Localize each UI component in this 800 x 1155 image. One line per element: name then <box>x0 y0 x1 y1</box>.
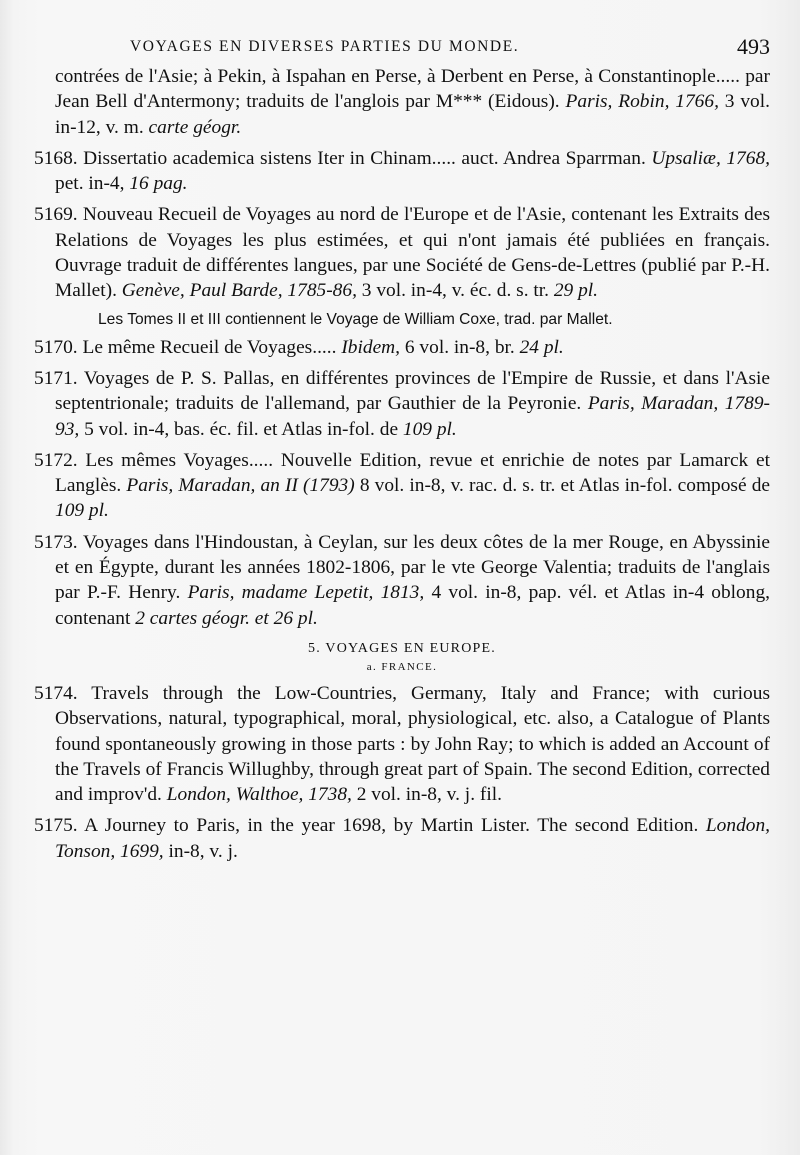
entry-note: Les Tomes II et III contiennent le Voyage de William Coxe, trad. par Mallet. <box>98 310 613 328</box>
entry-imprint: Paris, Maradan, 1789-93, <box>55 393 770 440</box>
entry-imprint: London, Walthoe, 1738, <box>166 784 352 806</box>
entry-format: 4 vol. in-8, pap. vél. et Atlas in-4 oblong, contenant <box>55 582 770 629</box>
page-header <box>0 34 800 60</box>
catalogue-entry-5173 <box>34 530 770 631</box>
entry-plates: 109 pl. <box>55 500 109 522</box>
page-number: 493 <box>737 34 770 59</box>
entry-format: in-8, v. j. <box>163 840 238 862</box>
entry-number: 5175. <box>34 815 78 837</box>
entry-text: contrées de l'Asie; à Pekin, à Ispahan en Perse, à Derbent en Perse, à Constantinople..... par Jean Bell d'Antermony; traduits de l'anglois par M*** (Eidous). <box>55 66 770 113</box>
entry-format: pet. in-4, <box>55 173 130 195</box>
entry-text: Dissertatio academica sistens Iter in Chinam..... auct. Andrea Sparrman. <box>77 147 652 169</box>
entry-number: 5173. <box>34 531 78 553</box>
entry-imprint: London, Tonson, 1699, <box>55 815 770 862</box>
entry-number: 5171. <box>34 367 78 389</box>
running-title: VOYAGES EN DIVERSES PARTIES DU MONDE. <box>130 38 520 55</box>
entry-plates: 2 cartes géogr. et 26 pl. <box>135 607 318 629</box>
entry-format: 5 vol. in-4, bas. éc. fil. et Atlas in-fol. de <box>79 418 403 440</box>
entry-format: 6 vol. in-8, br. <box>400 336 520 358</box>
catalogue-entry-5174 <box>34 681 770 807</box>
entry-text: Voyages de P. S. Pallas, en différentes provinces de l'Empire de Russie, et dans l'Asie septentrionale; traduits de l'allemand, par Gauthier de la Peyronie. <box>55 367 770 415</box>
entry-plates: carte géogr. <box>148 116 242 138</box>
entry-text: Les mêmes Voyages..... Nouvelle Edition, revue et enrichie de notes par Lamarck et Langlès. <box>55 449 770 497</box>
entry-plates: 16 pag. <box>129 173 188 195</box>
entry-text: A Journey to Paris, in the year 1698, by Martin Lister. The second Edition. <box>77 815 706 837</box>
catalogue-entry-5171 <box>34 366 770 442</box>
entry-number: 5174. <box>34 682 78 704</box>
entry-format: 8 vol. in-8, v. rac. d. s. tr. et Atlas in-fol. composé de <box>354 475 770 497</box>
catalogue-entry-5175 <box>34 813 770 864</box>
subsection-heading: a. FRANCE. <box>366 660 438 673</box>
entry-number: 5168. <box>34 147 78 169</box>
entry-text: Voyages dans l'Hindoustan, à Ceylan, sur les deux côtes de la mer Rouge, en Abyssinie et en Égypte, durant les années 1802-1806, par le vte George Valentia; traduits de l'anglais par P.-F. Henry. <box>55 531 770 604</box>
entry-number: 5170. <box>34 336 78 358</box>
catalogue-entry-5168 <box>34 146 770 197</box>
entry-text: Travels through the Low-Countries, Germany, Italy and France; with curious Observations, natural, typographical, moral, physiological, etc. also, a Catalogue of Plants found spontaneously growing in those parts : by John Ray; to which is added an Account of the Travels of Francis Willughby, through great part of Spain. The second Edition, corrected and improv'd. <box>55 682 770 806</box>
catalogue-entry-continued <box>34 64 770 140</box>
entry-imprint: Paris, Maradan, an II (1793) <box>126 475 355 497</box>
catalogue-entry-5170 <box>34 335 770 360</box>
catalogue-entry-5172 <box>34 448 770 524</box>
catalogue-entry-5169 <box>34 202 770 303</box>
entry-plates: 109 pl. <box>402 418 457 440</box>
entry-imprint: Paris, madame Lepetit, 1813, <box>187 582 425 604</box>
entry-format: 3 vol. in-12, v. m. <box>55 91 770 138</box>
catalogue-text <box>34 64 770 870</box>
entry-plates: 24 pl. <box>519 336 564 358</box>
entry-format: 3 vol. in-4, v. éc. d. s. tr. <box>356 280 554 302</box>
entry-text: Nouveau Recueil de Voyages au nord de l'Europe et de l'Asie, contenant les Extraits des Relations de Voyages les plus estimées, et qui n'ont jamais été publiées en français. Ouvrage traduit de différentes langues, par une Société de Gens-de-Lettres (publié par P.-H. Mallet). <box>55 204 770 302</box>
entry-format: 2 vol. in-8, v. j. fil. <box>351 784 502 806</box>
entry-imprint: Paris, Robin, 1766, <box>565 91 719 113</box>
entry-imprint: Ibidem, <box>341 336 401 358</box>
section-heading: 5. VOYAGES EN EUROPE. <box>308 640 496 656</box>
entry-imprint: Upsaliæ, 1768, <box>651 147 770 169</box>
entry-text: Le même Recueil de Voyages..... <box>77 336 342 358</box>
entry-number: 5172. <box>34 449 78 471</box>
entry-imprint: Genève, Paul Barde, 1785-86, <box>121 280 357 302</box>
entry-number: 5169. <box>34 204 78 226</box>
entry-plates: 29 pl. <box>553 280 599 302</box>
